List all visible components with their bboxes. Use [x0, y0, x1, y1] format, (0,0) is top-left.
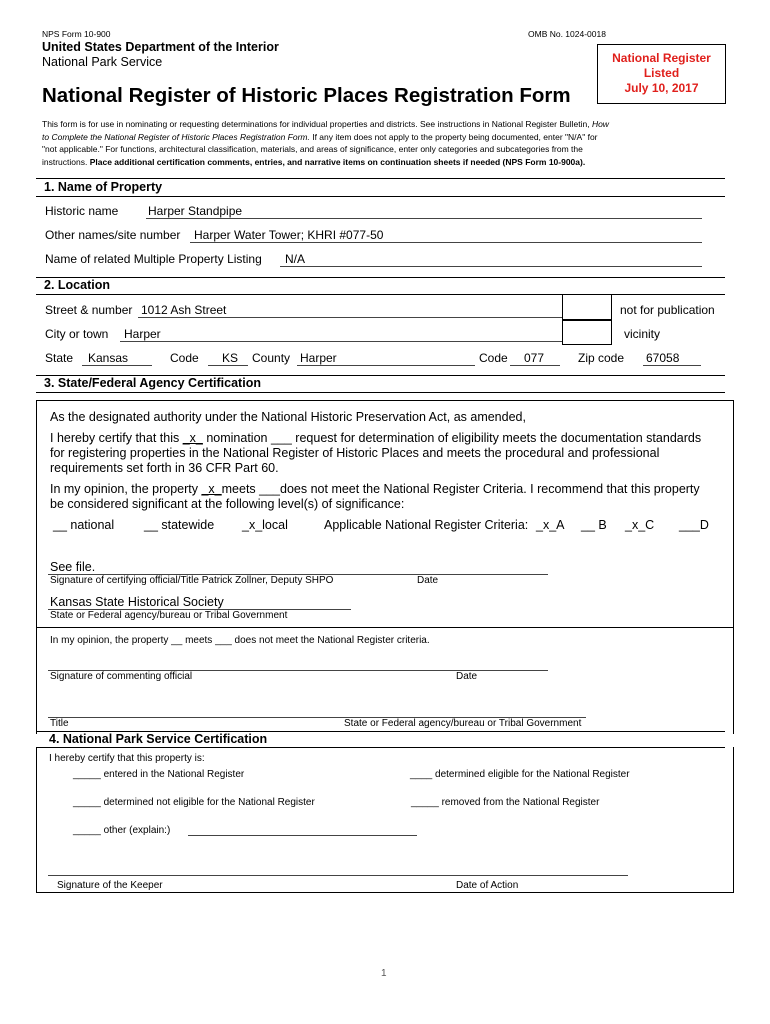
- county-code-label: Code: [479, 351, 508, 365]
- certify-text-c: request for determination of eligibility meets the documentation standards: [291, 431, 702, 445]
- nomination-mark[interactable]: _x_: [182, 431, 203, 445]
- vicinity-label: vicinity: [624, 327, 661, 341]
- zip-line: [643, 365, 701, 366]
- intro-line3: "not applicable." For functions, architectural classification, materials, and areas of significance, enter only categories and subcategories from the: [42, 144, 583, 154]
- commenting-signature-label: Signature of commenting official: [50, 671, 193, 682]
- stamp-line-1: National Register: [612, 51, 711, 65]
- request-mark[interactable]: ___: [270, 431, 292, 445]
- certify-line-2: for registering properties in the National Register of Historic Places and meets the procedural and professional: [50, 446, 660, 460]
- certifying-signature-label: Signature of certifying official/Title Patrick Zollner, Deputy SHPO: [50, 575, 334, 586]
- title-agency-label: State or Federal agency/bureau or Tribal Government: [344, 718, 582, 729]
- state-label: State: [45, 351, 74, 365]
- nps-certify-text: I hereby certify that this property is:: [49, 753, 205, 764]
- county-value[interactable]: Harper: [300, 351, 337, 365]
- certifying-date-label: Date: [417, 575, 439, 586]
- opinion-text-c: does not meet the National Register Criteria. I recommend that this property: [280, 482, 700, 496]
- certify-text-a: I hereby certify that this: [50, 431, 183, 445]
- not-for-publication-label: not for publication: [620, 303, 715, 317]
- keeper-signature-line: [48, 875, 628, 876]
- title-label: Title: [50, 718, 69, 729]
- state-code-line: [208, 365, 248, 366]
- agency-label: State or Federal agency/bureau or Tribal Government: [50, 610, 288, 621]
- see-file-text[interactable]: See file.: [50, 560, 96, 574]
- city-label: City or town: [45, 327, 109, 341]
- street-line: [138, 317, 562, 318]
- section3-title: 3. State/Federal Agency Certification: [44, 376, 261, 390]
- certify-line-3: requirements set forth in 36 CFR Part 60.: [50, 461, 279, 475]
- nps-box-left: [36, 747, 37, 892]
- section1-rule: [36, 196, 725, 197]
- stamp-line-2: Listed: [643, 66, 680, 80]
- intro-line4-bold: Place additional certification comments, entries, and narrative items on continuation sheets if needed (NPS Form 10-900a).: [89, 156, 586, 167]
- section3-rule: [36, 392, 725, 393]
- criteria-label: Applicable National Register Criteria:: [324, 518, 529, 532]
- criteria-b[interactable]: __ B: [581, 518, 607, 532]
- section2-title: 2. Location: [44, 278, 110, 292]
- department-name: United States Department of the Interior: [42, 40, 279, 54]
- opinion-text-b: meets: [221, 482, 260, 496]
- historic-name-label: Historic name: [45, 204, 119, 218]
- intro-line1: This form is for use in nominating or requesting determinations for individual properties and districts. See instructions in National Register Bulletin,: [42, 119, 592, 129]
- intro-line4: instructions.: [42, 156, 90, 167]
- keeper-signature-label: Signature of the Keeper: [57, 880, 163, 891]
- form-title: National Register of Historic Places Registration Form: [42, 84, 571, 107]
- page-number: 1: [381, 968, 387, 979]
- historic-name-line: [146, 218, 702, 219]
- cert-box-right: [733, 400, 734, 734]
- authority-text: As the designated authority under the National Historic Preservation Act, as amended,: [50, 410, 526, 424]
- intro-line2: If any item does not apply to the property being documented, enter "N/A" for: [309, 131, 598, 142]
- certify-text-b: nomination: [202, 431, 271, 445]
- meets-mark[interactable]: _x_: [201, 482, 222, 496]
- mpl-value[interactable]: N/A: [285, 252, 306, 266]
- form-number: NPS Form 10-900: [42, 29, 111, 39]
- state-value[interactable]: Kansas: [88, 351, 129, 365]
- does-not-meet-mark[interactable]: ___: [259, 482, 281, 496]
- state-line: [82, 365, 152, 366]
- criteria-a[interactable]: _x_A: [536, 518, 565, 532]
- option-entered[interactable]: _____ entered in the National Register: [73, 769, 245, 780]
- other-explain-line[interactable]: [188, 835, 417, 836]
- other-names-line: [190, 242, 702, 243]
- intro-line1-italic: How: [591, 119, 609, 129]
- street-label: Street & number: [45, 303, 133, 317]
- level-national[interactable]: __ national: [53, 518, 115, 532]
- cert-divider: [36, 627, 734, 628]
- section2-rule: [36, 294, 725, 295]
- state-code-value[interactable]: KS: [222, 351, 239, 365]
- section1-top-rule: [36, 178, 725, 179]
- mpl-label: Name of related Multiple Property Listing: [45, 252, 262, 266]
- option-determined-eligible[interactable]: ____ determined eligible for the National Register: [410, 769, 630, 780]
- service-name: National Park Service: [42, 55, 163, 69]
- not-for-publication-checkbox[interactable]: [562, 294, 612, 321]
- historic-name-value[interactable]: Harper Standpipe: [148, 204, 243, 218]
- criteria-c[interactable]: _x_C: [625, 518, 655, 532]
- mpl-line: [280, 266, 702, 267]
- county-line: [297, 365, 475, 366]
- listed-stamp: [597, 44, 726, 104]
- section2-top-rule: [36, 277, 725, 278]
- criteria-d[interactable]: ___D: [679, 518, 709, 532]
- zip-label: Zip code: [578, 351, 625, 365]
- other-names-label: Other names/site number: [45, 228, 181, 242]
- section1-title: 1. Name of Property: [44, 180, 163, 194]
- county-code-value[interactable]: 077: [524, 351, 545, 365]
- cert-box-top: [36, 400, 734, 401]
- state-code-label: Code: [170, 351, 199, 365]
- opinion-text-a: In my opinion, the property: [50, 482, 202, 496]
- date-of-action-label: Date of Action: [456, 880, 519, 891]
- city-line: [120, 341, 562, 342]
- opinion-line-1: [50, 482, 700, 496]
- level-local[interactable]: _x_local: [242, 518, 288, 532]
- cert-box-left: [36, 400, 37, 734]
- agency-value[interactable]: Kansas State Historical Society: [50, 595, 224, 609]
- street-value[interactable]: 1012 Ash Street: [141, 303, 227, 317]
- county-label: County: [252, 351, 291, 365]
- stamp-line-3: July 10, 2017: [624, 81, 699, 95]
- option-not-eligible[interactable]: _____ determined not eligible for the National Register: [73, 797, 315, 808]
- section4-rule: [36, 747, 725, 748]
- intro-line2-italic: to Complete the National Register of Historic Places Registration Form.: [42, 131, 310, 142]
- option-other[interactable]: _____ other (explain:): [73, 825, 171, 836]
- section4-title: 4. National Park Service Certification: [49, 732, 268, 746]
- level-statewide[interactable]: __ statewide: [144, 518, 215, 532]
- nps-box-bottom: [36, 892, 734, 893]
- other-names-value[interactable]: Harper Water Tower; KHRI #077-50: [194, 228, 384, 242]
- nps-box-right: [733, 747, 734, 892]
- county-code-line: [510, 365, 560, 366]
- intro-paragraph: [42, 118, 609, 168]
- vicinity-checkbox[interactable]: [562, 319, 612, 345]
- certify-line-1: [50, 431, 701, 445]
- city-value[interactable]: Harper: [124, 327, 161, 341]
- omb-number: OMB No. 1024-0018: [528, 29, 606, 39]
- opinion-line-2: be considered significant at the following level(s) of significance:: [50, 497, 405, 511]
- commenting-date-label: Date: [456, 671, 478, 682]
- option-removed[interactable]: _____ removed from the National Register: [411, 797, 600, 808]
- zip-value[interactable]: 67058: [646, 351, 680, 365]
- comment-opinion: In my opinion, the property __ meets ___ does not meet the National Register criteria.: [50, 635, 430, 646]
